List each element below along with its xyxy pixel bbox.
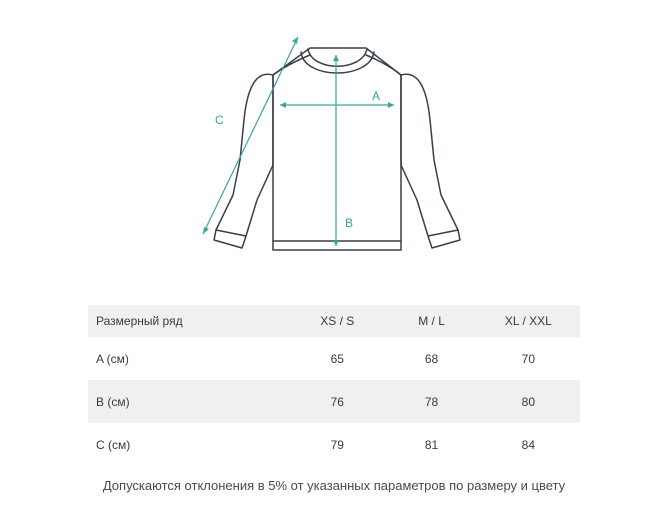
measure-label-a: A xyxy=(372,89,381,103)
header-label: Размерный ряд xyxy=(96,314,183,328)
table-cell: 79 xyxy=(330,437,344,452)
tolerance-note: Допускаются отклонения в 5% от указанных параметров по размеру и цвету xyxy=(102,478,566,493)
row-label: C (см) xyxy=(96,437,131,452)
header-size-xl-xxl: XL / XXL xyxy=(504,314,552,328)
measure-label-b: B xyxy=(345,216,354,230)
size-table xyxy=(88,305,580,466)
table-cell: 78 xyxy=(424,394,439,409)
sweatshirt-outline xyxy=(214,48,460,250)
row-label: A (см) xyxy=(96,351,129,366)
table-cell: 81 xyxy=(424,437,439,452)
table-row xyxy=(88,337,580,380)
header-size-xs-s: XS / S xyxy=(320,314,355,328)
table-cell: 80 xyxy=(521,394,536,409)
measure-label-c: C xyxy=(215,113,224,127)
table-cell: 68 xyxy=(424,351,439,366)
header-size-m-l: M / L xyxy=(418,314,445,328)
table-row xyxy=(88,423,580,466)
table-row xyxy=(88,380,580,423)
table-cell: 84 xyxy=(521,437,536,452)
table-cell: 76 xyxy=(330,394,344,409)
table-cell: 65 xyxy=(330,351,344,366)
table-header-row xyxy=(88,305,580,337)
table-cell: 70 xyxy=(521,351,536,366)
row-label: B (см) xyxy=(96,394,130,409)
measurement-lines xyxy=(203,37,394,246)
